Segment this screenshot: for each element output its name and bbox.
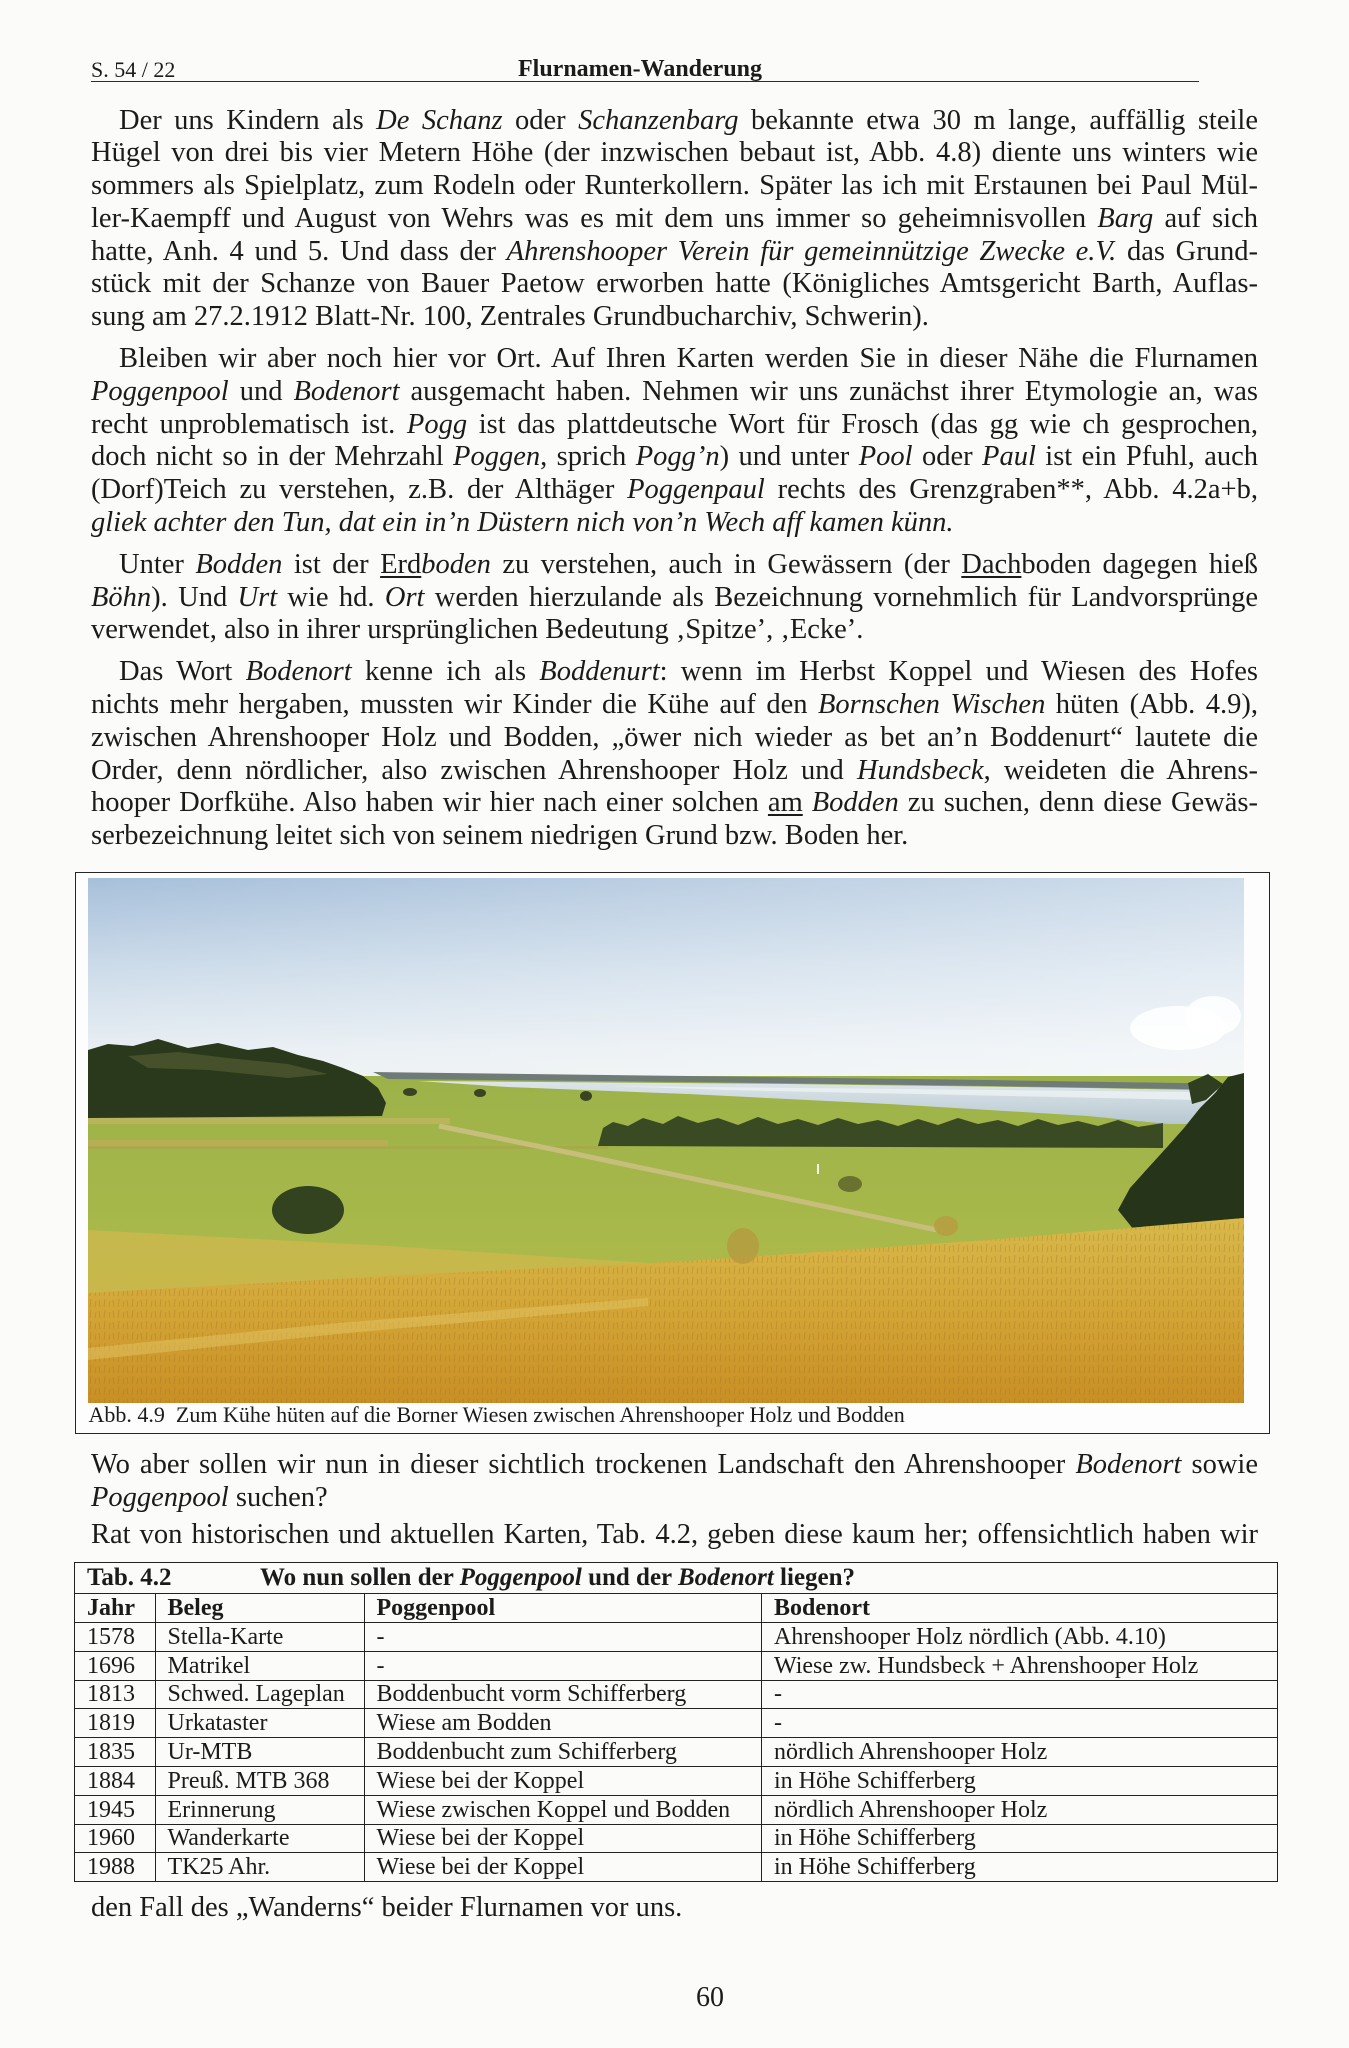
cell-bodenort: in Höhe Schifferberg <box>762 1824 1278 1853</box>
text-run: ) und unter <box>719 441 859 473</box>
body-text-after-figure <box>91 1449 1258 1552</box>
text-line <box>91 656 1258 689</box>
text-run: stück mit der Schanze von Bauer Paetow erworben hatte (Königliches Amtsgericht Barth, Auflas- <box>91 268 1258 300</box>
emphasis-text: Poggenpool <box>459 1563 582 1591</box>
underlined-text: am <box>767 787 803 819</box>
paragraph <box>91 1892 1258 1925</box>
cell-bodenort: Wiese zw. Hundsbeck + Ahrenshooper Holz <box>762 1651 1278 1680</box>
paragraph <box>91 1519 1258 1552</box>
cell-year: 1960 <box>75 1824 156 1853</box>
header-rule <box>91 81 1199 82</box>
cell-year: 1696 <box>75 1651 156 1680</box>
cell-source: Preuß. MTB 368 <box>155 1766 364 1795</box>
body-text-after-table <box>91 1892 1258 1925</box>
grass-clump <box>727 1228 759 1264</box>
text-run: zwischen Ahrenshooper Holz und Bodden, „öwer nich wieder as bet an’n Boddenurt“ lautete die <box>91 721 1258 753</box>
text-run: Der uns Kindern als <box>119 104 377 136</box>
cell-year: 1578 <box>75 1623 156 1652</box>
text-run: auf sich <box>1153 202 1258 234</box>
cell-poggenpool: Wiese am Bodden <box>364 1709 762 1738</box>
bush <box>272 1186 344 1234</box>
text-run: doch nicht so in der Mehrzahl <box>91 441 454 473</box>
text-line <box>91 614 1258 647</box>
column-header-poggenpool: Poggenpool <box>364 1593 762 1623</box>
emphasis-text: Bornschen Wischen <box>818 689 1046 721</box>
text-line <box>91 301 1258 334</box>
text-line <box>91 1892 1258 1925</box>
underlined-text: Erd <box>380 548 422 580</box>
emphasis-text: Poggenpaul <box>627 473 765 505</box>
emphasis-text: Barg <box>1097 202 1154 234</box>
text-run: ist das plattdeutsche Wort für Frosch (das gg wie ch gesprochen, <box>467 408 1259 440</box>
text-line <box>91 236 1258 269</box>
grass-clump <box>934 1216 958 1236</box>
cell-year: 1819 <box>75 1709 156 1738</box>
data-table <box>74 1562 1278 1882</box>
text-run: und <box>228 375 294 407</box>
text-line <box>91 1519 1258 1552</box>
text-run: bekannte etwa 30 m lange, auffällig steile <box>738 104 1258 136</box>
cell-bodenort: in Höhe Schifferberg <box>762 1766 1278 1795</box>
cell-poggenpool: Boddenbucht zum Schifferberg <box>364 1738 762 1767</box>
emphasis-text: Böhn <box>91 581 152 613</box>
emphasis-text: Bodenort <box>245 656 352 688</box>
table-container <box>74 1562 1278 1882</box>
text-run: hooper Dorfkühe. Also haben wir hier nach einer solchen <box>91 787 768 819</box>
table-title-text <box>260 1564 855 1591</box>
emphasis-text: Ahrenshooper Verein für gemeinnützige Zwecke e.V. <box>506 235 1117 267</box>
underlined-text: Dach <box>961 548 1022 580</box>
text-run: Hügel von drei bis vier Metern Höhe (der inzwischen bebaut ist, Abb. 4.8) diente uns winters wie <box>91 137 1258 169</box>
text-run: (Dorf)Teich zu verstehen, z.B. der Althäger <box>91 473 628 505</box>
paragraph <box>91 1449 1258 1514</box>
field-strip <box>88 1140 388 1147</box>
text-run: ist der <box>282 548 381 580</box>
text-run: Rat von historischen und aktuellen Karten, Tab. 4.2, geben diese kaum her; offensichtlich haben wir <box>91 1519 1258 1551</box>
text-line <box>91 409 1258 442</box>
text-run: , sprich <box>540 441 636 473</box>
column-header-source: Beleg <box>155 1593 364 1623</box>
emphasis-text: boden <box>421 548 491 580</box>
emphasis-text: Bodenort <box>293 375 400 407</box>
table-row <box>75 1738 1278 1767</box>
emphasis-text: Bodenort <box>1075 1449 1182 1480</box>
text-run: oder <box>912 441 983 473</box>
text-run: das Grund- <box>1116 235 1258 267</box>
text-run: Unter <box>119 548 196 580</box>
text-line <box>91 376 1258 409</box>
cell-source: TK25 Ahr. <box>155 1853 364 1882</box>
emphasis-text: Pogg <box>406 408 468 440</box>
cell-bodenort: nördlich Ahrenshooper Holz <box>762 1795 1278 1824</box>
text-line <box>91 507 1258 540</box>
text-run: sowie <box>1181 1449 1258 1480</box>
table-title <box>75 1563 1278 1594</box>
cloud <box>1185 996 1241 1036</box>
figure-frame <box>75 872 1270 1434</box>
cell-poggenpool: Wiese bei der Koppel <box>364 1853 762 1882</box>
running-title: Flurnamen-Wanderung <box>517 56 763 82</box>
text-run: oder <box>502 104 579 136</box>
text-run: ausgemacht haben. Nehmen wir uns zunächst ihrer Etymologie an, was <box>399 375 1259 407</box>
text-line <box>91 722 1258 755</box>
paragraph <box>91 549 1258 647</box>
emphasis-text: Schanzenbarg <box>578 104 739 136</box>
figure-caption <box>89 1402 905 1428</box>
text-run: serbezeichnung leitet sich von seinem niedrigen Grund bzw. Boden her. <box>91 819 909 851</box>
text-run: hatte, Anh. 4 und 5. Und dass der <box>91 235 507 267</box>
text-line <box>91 343 1258 376</box>
cell-source: Ur-MTB <box>155 1738 364 1767</box>
emphasis-text: De Schanz <box>376 104 503 136</box>
table-row <box>75 1766 1278 1795</box>
cell-poggenpool: - <box>364 1623 762 1652</box>
text-line <box>91 549 1258 582</box>
text-run: Wo aber sollen wir nun in dieser sichtlich trockenen Landschaft den Ahrenshooper <box>91 1449 1076 1480</box>
column-header-year: Jahr <box>75 1593 156 1623</box>
table-title-row <box>75 1563 1278 1594</box>
table-row <box>75 1680 1278 1709</box>
emphasis-text: Bodenort <box>677 1563 774 1591</box>
cell-source: Stella-Karte <box>155 1623 364 1652</box>
emphasis-text: gliek achter den Tun, dat ein in’n Düstern nich von’n Wech aff kamen künn. <box>91 506 954 538</box>
text-run: suchen? <box>228 1481 328 1513</box>
emphasis-text: Pogg’n <box>635 441 720 473</box>
text-run: kenne ich als <box>351 656 540 688</box>
table-row <box>75 1824 1278 1853</box>
emphasis-text: Poggenpool <box>91 1481 229 1513</box>
cell-year: 1988 <box>75 1853 156 1882</box>
text-run: und der <box>581 1563 678 1591</box>
emphasis-text: Poggenpool <box>91 375 229 407</box>
text-line <box>91 1482 1258 1515</box>
text-run: : wenn im Herbst Koppel und Wiesen des Hofes <box>659 656 1258 688</box>
column-header-bodenort: Bodenort <box>762 1593 1278 1623</box>
table-row <box>75 1651 1278 1680</box>
figure-caption-text: Zum Kühe hüten auf die Borner Wiesen zwischen Ahrenshooper Holz und Bodden <box>175 1402 905 1427</box>
text-run: , weideten die Ahrens- <box>983 754 1258 786</box>
emphasis-text: Hundsbeck <box>856 754 984 786</box>
paragraph-group <box>91 1449 1258 1514</box>
cell-source: Schwed. Lageplan <box>155 1680 364 1709</box>
body-text-top <box>91 105 1258 853</box>
cell-poggenpool: - <box>364 1651 762 1680</box>
text-run: ler-Kaempff und August von Wehrs was es mit dem uns immer so geheimnisvollen <box>91 202 1098 234</box>
cell-source: Urkataster <box>155 1709 364 1738</box>
text-run: wie hd. <box>277 581 385 613</box>
text-run: liegen? <box>773 1563 856 1591</box>
text-line <box>91 787 1258 820</box>
text-line <box>91 755 1258 788</box>
figure-label: Abb. 4.9 <box>88 1402 165 1427</box>
emphasis-text: Urt <box>237 581 278 613</box>
table-row <box>75 1623 1278 1652</box>
bush <box>474 1089 486 1097</box>
cell-poggenpool: Boddenbucht vorm Schifferberg <box>364 1680 762 1709</box>
text-line <box>91 820 1258 853</box>
landscape-photo <box>88 878 1244 1403</box>
text-run: sommers als Spielplatz, zum Rodeln oder Runterkollern. Später las ich mit Erstaunen bei Paul Mül- <box>91 170 1258 202</box>
paragraph <box>91 343 1258 539</box>
cell-poggenpool: Wiese zwischen Koppel und Bodden <box>364 1795 762 1824</box>
emphasis-text: Bodden <box>802 787 899 819</box>
paragraph <box>91 105 1258 334</box>
text-run: hüten (Abb. 4.9), <box>1045 689 1258 721</box>
text-run: werden hierzulande als Bezeichnung vornehmlich für Landvorsprünge <box>424 581 1258 613</box>
text-line <box>91 268 1258 301</box>
text-line <box>91 1449 1258 1482</box>
text-run: ). Und <box>151 581 238 613</box>
cell-bodenort: Ahrenshooper Holz nördlich (Abb. 4.10) <box>762 1623 1278 1652</box>
text-line <box>91 170 1258 203</box>
cell-year: 1835 <box>75 1738 156 1767</box>
cell-year: 1813 <box>75 1680 156 1709</box>
page-reference: S. 54 / 22 <box>91 57 176 82</box>
cell-source: Erinnerung <box>155 1795 364 1824</box>
cell-source: Matrikel <box>155 1651 364 1680</box>
text-run: zu verstehen, auch in Gewässern (der <box>490 548 962 580</box>
paragraph-group-continued <box>91 1519 1258 1552</box>
table-row <box>75 1795 1278 1824</box>
text-line <box>91 582 1258 615</box>
paragraph <box>91 656 1258 852</box>
text-run: sung am 27.2.1912 Blatt-Nr. 100, Zentrales Grundbucharchiv, Schwerin). <box>91 300 929 332</box>
marker-post <box>817 1164 819 1174</box>
text-line <box>91 474 1258 507</box>
cell-year: 1884 <box>75 1766 156 1795</box>
cell-bodenort: - <box>762 1709 1278 1738</box>
emphasis-text: Poggen <box>453 441 541 473</box>
text-line <box>91 441 1258 474</box>
table-row <box>75 1853 1278 1882</box>
page-number: 60 <box>696 1982 724 2013</box>
text-run: Wo nun sollen der <box>260 1563 460 1591</box>
text-run: recht unproblematisch ist. <box>91 408 407 440</box>
bush <box>403 1088 417 1096</box>
cell-bodenort: nördlich Ahrenshooper Holz <box>762 1738 1278 1767</box>
bush <box>580 1091 592 1101</box>
text-line <box>91 105 1258 138</box>
cell-bodenort: in Höhe Schifferberg <box>762 1853 1278 1882</box>
cell-source: Wanderkarte <box>155 1824 364 1853</box>
text-run: ist ein Pfuhl, auch <box>1035 441 1259 473</box>
emphasis-text: Ort <box>384 581 425 613</box>
text-run: boden dagegen hieß <box>1021 548 1259 580</box>
cell-poggenpool: Wiese bei der Koppel <box>364 1766 762 1795</box>
text-line <box>91 689 1258 722</box>
text-line <box>91 203 1258 236</box>
cell-year: 1945 <box>75 1795 156 1824</box>
emphasis-text: Bodden <box>195 548 283 580</box>
text-run: zu suchen, denn diese Gewäs- <box>898 787 1258 819</box>
cell-bodenort: - <box>762 1680 1278 1709</box>
field-strip <box>88 1118 450 1124</box>
table-header-row <box>75 1593 1278 1623</box>
table-row <box>75 1709 1278 1738</box>
text-run: nichts mehr hergaben, mussten wir Kinder die Kühe auf den <box>91 689 818 721</box>
text-run: den Fall des „Wanderns“ beider Flurnamen vor uns. <box>91 1892 683 1923</box>
text-line <box>91 137 1258 170</box>
bush <box>838 1176 862 1192</box>
text-run: Bleiben wir aber noch hier vor Ort. Auf Ihren Karten werden Sie in dieser Nähe die Flurnamen <box>119 343 1258 375</box>
emphasis-text: Pool <box>858 441 913 473</box>
emphasis-text: Boddenurt <box>539 656 660 688</box>
text-run: Order, denn nördlicher, also zwischen Ahrenshooper Holz und <box>91 754 857 786</box>
table-body <box>75 1623 1278 1882</box>
emphasis-text: Paul <box>982 441 1036 473</box>
text-run: Das Wort <box>119 656 246 688</box>
table-label: Tab. 4.2 <box>87 1563 172 1591</box>
text-run: rechts des Grenzgraben**, Abb. 4.2a+b, <box>764 473 1258 505</box>
cell-poggenpool: Wiese bei der Koppel <box>364 1824 762 1853</box>
text-run: verwendet, also in ihrer ursprünglichen Bedeutung ‚Spitze’, ‚Ecke’. <box>91 614 864 646</box>
